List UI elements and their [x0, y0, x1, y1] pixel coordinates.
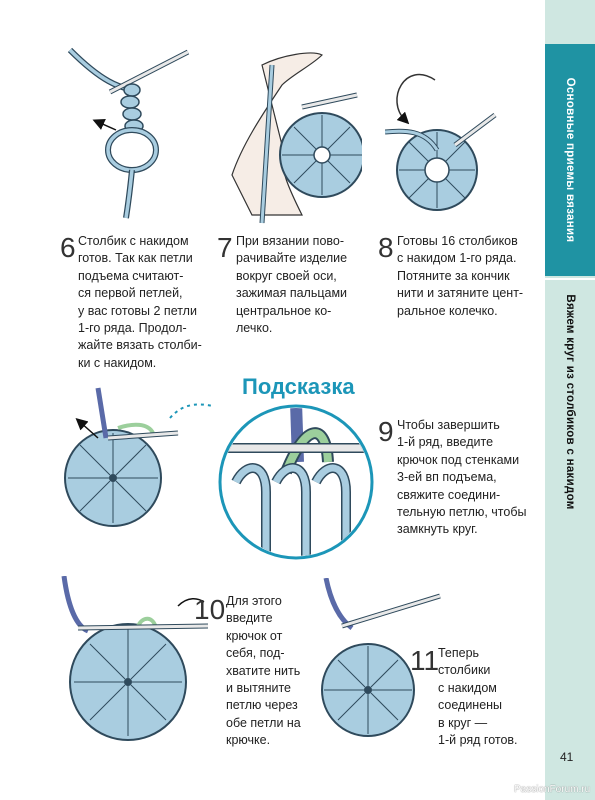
sidebar-divider: [545, 278, 595, 280]
step-10-number: 10: [194, 594, 226, 625]
hint-label: Подсказка: [242, 374, 355, 399]
chapter-title: Вяжем круг из столбиков с накидом: [564, 294, 576, 510]
step-11-number: 11: [410, 645, 440, 676]
illustration-step-7: [222, 45, 362, 225]
illustration-step-6: [60, 40, 190, 220]
step-6-text: Столбик с накидом готов. Так как петли подъема считают- ся первой петлей, у вас готовы 2 петли 1-го ряда. Продол- жайте вязать столби- ки с накидом.: [78, 234, 202, 370]
hint-detail-zoom: [216, 402, 376, 562]
watermark: PassionForum.ru: [514, 784, 591, 795]
illustration-step-10: [58, 576, 208, 756]
step-10-text: Для этого введите крючок от себя, под- хватите нить и вытяните петлю через обе петли на крючке.: [226, 594, 301, 748]
step-8-text: Готовы 16 столбиков с накидом 1-го ряда. Потяните за кончик нити и затяните цент- ральное колечко.: [397, 234, 524, 318]
step-7-text: При вязании пово- рачивайте изделие вокруг своей оси, зажимая пальцами центральное ко- лечко.: [236, 234, 348, 336]
illustration-step-9: [58, 378, 213, 538]
step-6-number: 6: [60, 232, 76, 263]
illustration-step-8: [385, 50, 505, 220]
page-number: 41: [560, 750, 574, 764]
step-8-number: 8: [378, 232, 394, 263]
step-11-text: Теперь столбики с накидом соединены в круг — 1-й ряд готов.: [438, 646, 518, 748]
step-9-number: 9: [378, 416, 394, 447]
section-title: Основные приемы вязания: [564, 77, 576, 243]
step-7-number: 7: [217, 232, 233, 263]
step-9-text: Чтобы завершить 1-й ряд, введите крючок под стенками 3-ей вп подъема, свяжите соедини- тельную петлю, чтобы замкнуть круг.: [397, 418, 527, 537]
